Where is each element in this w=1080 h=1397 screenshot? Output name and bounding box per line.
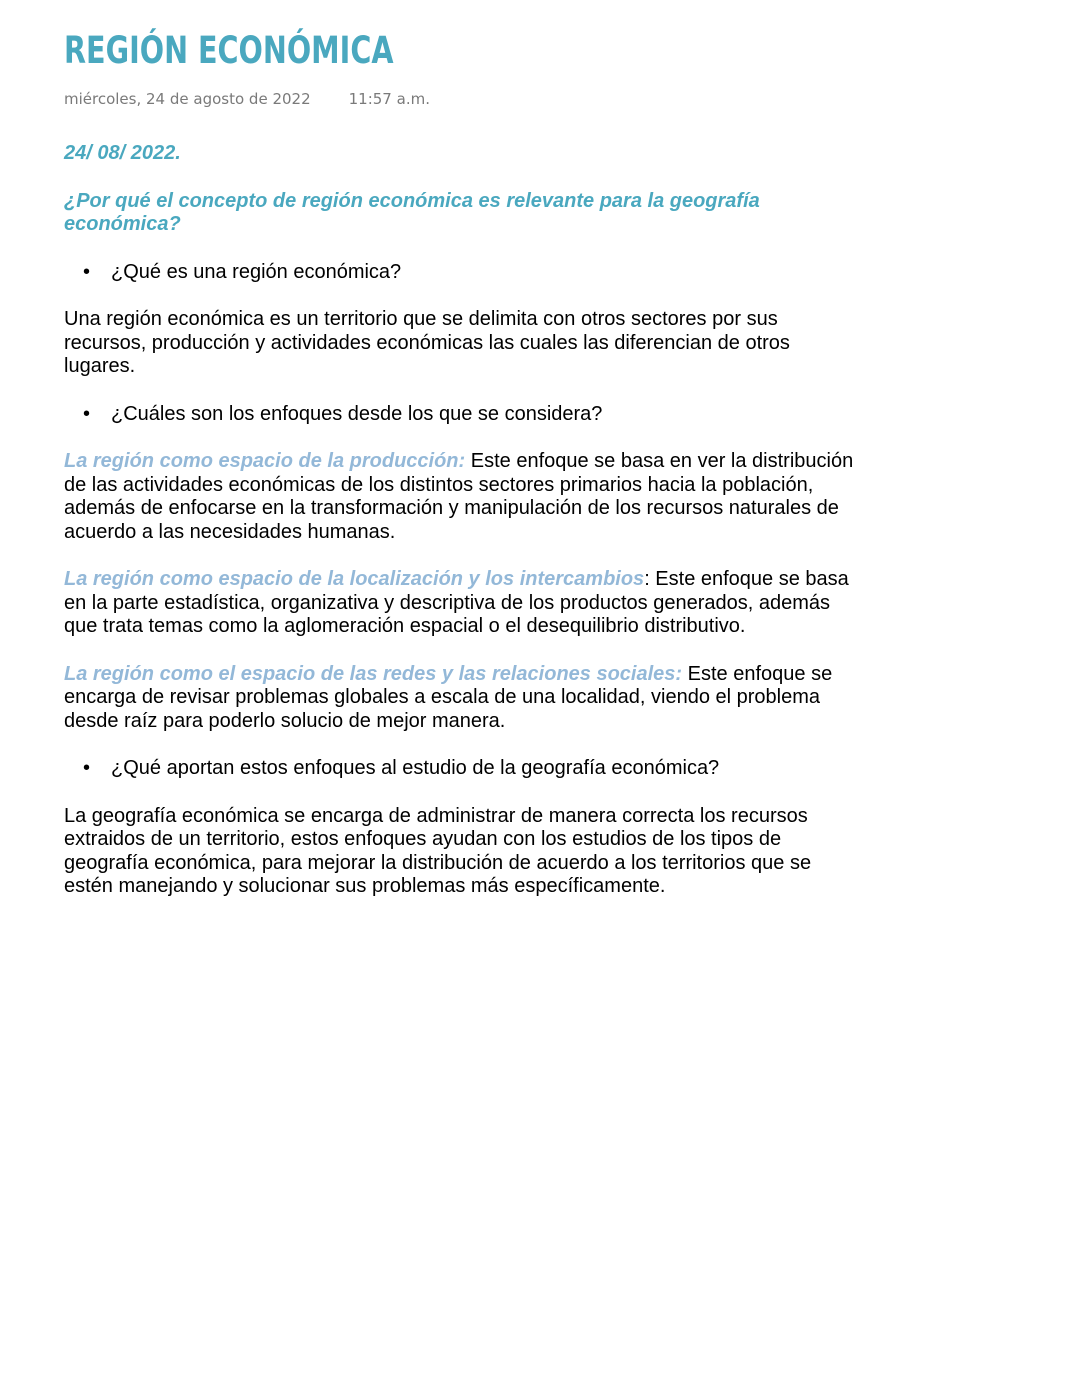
approach-text: : Este enfoque se basa en la parte estadística, organizativa y descriptiva de los productos generados, además que trata temas como la aglomeración espacial o el desequilibrio distributivo.: [64, 568, 849, 637]
note-page: [64, 26, 854, 923]
bullet-item: [64, 403, 854, 427]
question-heading: ¿Por qué el concepto de región económica es relevante para la geografía económica?: [64, 189, 760, 235]
approach-label: La región como espacio de la producción:: [64, 450, 466, 472]
approach-paragraph: [64, 663, 854, 734]
date-heading: 24/ 08/ 2022.: [64, 142, 181, 164]
approach-paragraph: [64, 450, 854, 544]
bullet-item: [64, 757, 854, 781]
bullet-item: [64, 261, 854, 285]
note-time: 11:57 a.m.: [348, 90, 430, 108]
approach-text: Este enfoque se basa en ver la distribución de las actividades económicas de los distintos sectores primarios hacia la población, además de enfocarse en la transformación y manipulación de los recursos naturales de acuerdo a las necesidades humanas.: [64, 450, 854, 543]
approach-text: Este enfoque se encarga de revisar problemas globales a escala de una localidad, viendo el problema desde raíz para poderlo solucio de mejor manera.: [64, 662, 833, 732]
bullet-text: ¿Cuáles son los enfoques desde los que se considera?: [111, 402, 603, 425]
note-meta: [64, 88, 854, 110]
answer-paragraph: Una región económica es un territorio que se delimita con otros sectores por sus recursos, producción y actividades económicas las cuales las diferencian de otros lugares.: [64, 308, 790, 377]
bullet-dot-icon: •: [83, 757, 91, 779]
approach-label: La región como el espacio de las redes y las relaciones sociales:: [64, 662, 683, 685]
bullet-text: ¿Qué aportan estos enfoques al estudio de la geografía económica?: [111, 757, 720, 779]
bullet-dot-icon: •: [83, 260, 91, 283]
note-content[interactable]: [64, 142, 854, 899]
bullet-dot-icon: •: [83, 402, 91, 425]
page-title[interactable]: REGIÓN ECONÓMICA: [64, 29, 394, 72]
answer-paragraph: La geografía económica se encarga de administrar de manera correcta los recursos extraidos de un territorio, estos enfoques ayudan con los estudios de los tipos de geografía económica, para mejorar la distribución de acuerdo a los territorios que se estén manejando y solucionar sus problemas más específicamente.: [64, 804, 812, 897]
approach-paragraph: [64, 568, 854, 639]
bullet-text: ¿Qué es una región económica?: [111, 260, 402, 283]
note-date: miércoles, 24 de agosto de 2022: [64, 90, 311, 108]
approach-label: La región como espacio de la localización y los intercambios: [64, 568, 645, 590]
